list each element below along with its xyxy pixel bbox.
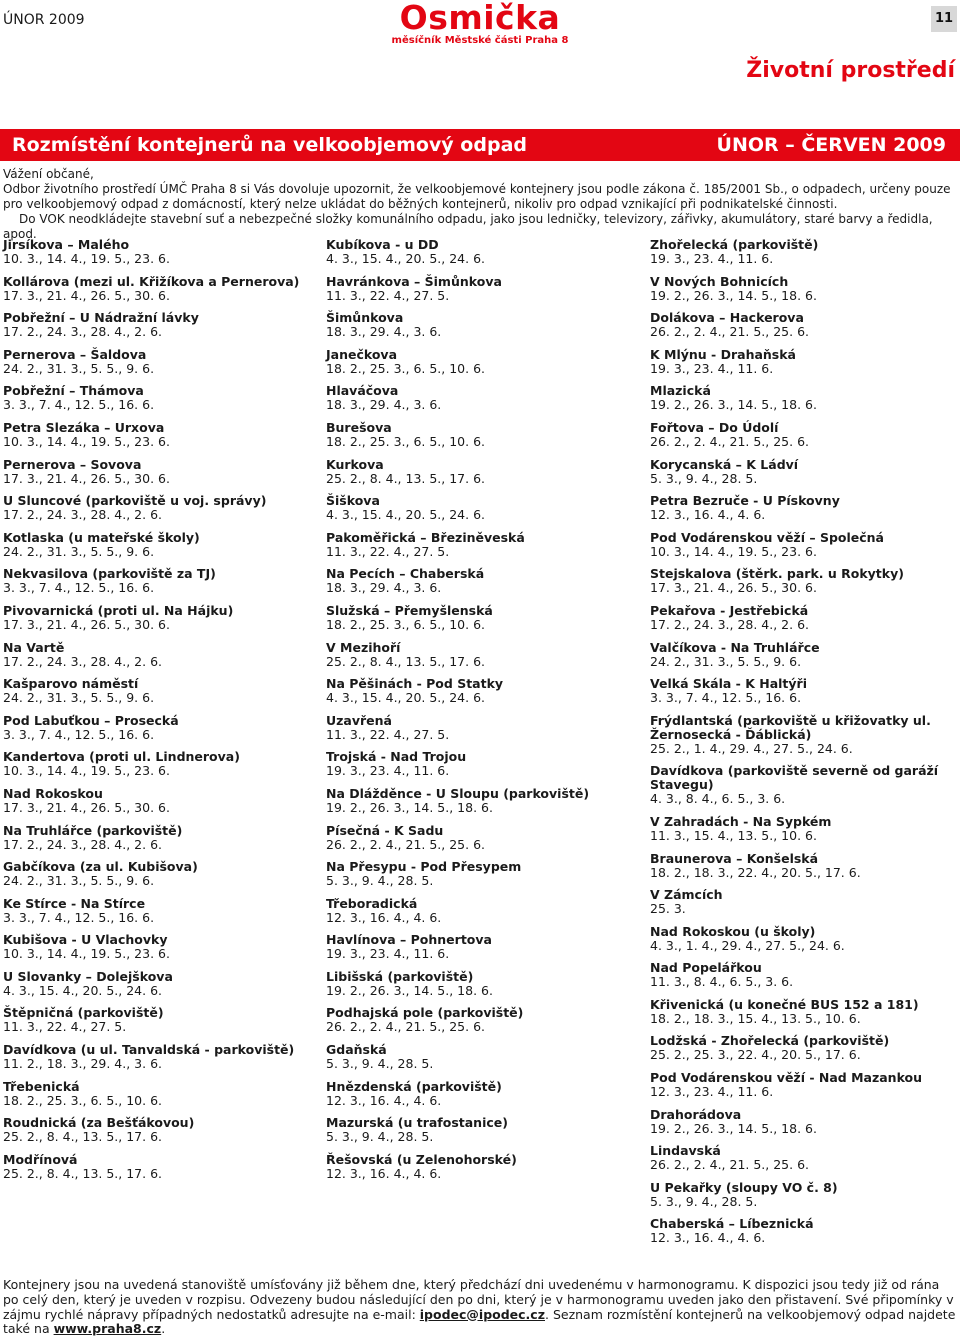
schedule-entry [326,1080,646,1108]
schedule-entry [326,970,646,998]
schedule-entry [3,458,323,486]
pickup-dates: 25. 2., 8. 4., 13. 5., 17. 6. [3,1129,163,1145]
pickup-dates: 18. 3., 29. 4., 3. 6. [326,397,442,413]
schedule-entry [3,641,323,669]
pickup-dates: 17. 2., 24. 3., 28. 4., 2. 6. [3,836,163,852]
pickup-dates: 5. 3., 9. 4., 28. 5. [326,1056,434,1072]
pickup-dates: 10. 3., 14. 4., 19. 5., 23. 6. [3,251,170,266]
schedule-entry [3,1080,323,1108]
location-name: Burešova [326,419,392,435]
location-name: Šimůnkova [326,310,404,326]
location-name: Uzavřená [326,712,392,728]
pickup-dates: 4. 3., 1. 4., 29. 4., 27. 5., 24. 6. [650,937,845,953]
pickup-dates: 25. 2., 1. 4., 29. 4., 27. 5., 24. 6. [650,740,853,756]
location-name: Trojská - Nad Trojou [326,749,467,765]
location-name: Křivenická (u konečné BUS 152 a 181) [650,996,919,1012]
location-name: Lodžská - Zhořelecká (parkoviště) [650,1033,890,1049]
location-name: Gdaňská [326,1042,387,1058]
location-name: Mlazická [650,383,711,399]
pickup-dates: 19. 2., 26. 3., 14. 5., 18. 6. [326,982,493,998]
location-name: Havránkova – Šimůnkova [326,273,502,289]
pickup-dates: 24. 2., 31. 3., 5. 5., 9. 6. [3,873,155,889]
location-name: Třebenická [3,1078,80,1094]
schedule-entry [650,1217,960,1245]
pickup-dates: 18. 2., 18. 3., 22. 4., 20. 5., 17. 6. [650,864,861,880]
schedule-entry [326,787,646,815]
pickup-dates: 19. 2., 26. 3., 14. 5., 18. 6. [326,799,493,815]
schedule-entry [326,750,646,778]
schedule-entry [650,852,960,880]
location-name: Šiškova [326,493,380,509]
location-name: Modřínová [3,1151,78,1167]
pickup-dates: 18. 2., 18. 3., 15. 4., 13. 5., 10. 6. [650,1010,861,1026]
location-name: Janečkova [326,346,398,362]
pickup-dates: 12. 3., 16. 4., 4. 6. [326,1092,442,1108]
location-name: Hlaváčova [326,383,399,399]
magazine-logo [0,0,960,46]
location-name: Korycanská – K Ládví [650,456,799,472]
schedule-entry [326,1006,646,1034]
schedule-entry [650,494,960,522]
schedule-entry [3,1006,323,1034]
schedule-entry [650,961,960,989]
location-name: Služská – Přemyšlenská [326,602,493,618]
location-name: Dolákova – Hackerova [650,310,804,326]
schedule-entry [326,567,646,595]
schedule-entry [650,888,960,916]
pickup-dates: 5. 3., 9. 4., 28. 5. [326,1129,434,1145]
pickup-dates: 17. 2., 24. 3., 28. 4., 2. 6. [650,616,810,632]
schedule-entry [3,531,323,559]
location-name: Davídkova (parkoviště severně od garáží Stavegu) [650,763,939,793]
schedule-entry [326,933,646,961]
intro-text [3,167,957,242]
intro-paragraph: Odbor životního prostředí ÚMČ Praha 8 si Vás dovoluje upozornit, že velkoobjemové kontejnery jsou podle zákona č. 185/2001 Sb., o odpadech, určeny pouze pro velkoobjemový odpad z domácností, který nelze ukládat do běžných kontejnerů, nikoliv pro odpad vznikající při podnikatelské činnosti. [3,182,951,211]
pickup-dates: 3. 3., 7. 4., 12. 5., 16. 6. [650,690,802,706]
schedule-entry [3,421,323,449]
schedule-entry [650,348,960,376]
schedule-entry [326,311,646,339]
pickup-dates: 4. 3., 15. 4., 20. 5., 24. 6. [3,982,163,998]
location-name: Frýdlantská (parkoviště u křižovatky ul. Žernosecká - Ďáblická) [650,712,931,742]
location-name: Pekařova - Jestřebická [650,602,809,618]
location-name: U Slovanky – Dolejškova [3,968,173,984]
location-name: Na Pěšinách - Pod Statky [326,676,504,692]
schedule-entry [650,311,960,339]
location-name: Hnězdenská (parkoviště) [326,1078,502,1094]
schedule-entry [326,384,646,412]
location-name: Drahorádova [650,1106,742,1122]
pickup-dates: 24. 2., 31. 3., 5. 5., 9. 6. [650,653,802,669]
pickup-dates: 4. 3., 15. 4., 20. 5., 24. 6. [326,251,486,266]
pickup-dates: 24. 2., 31. 3., 5. 5., 9. 6. [3,360,155,376]
section-title: Životní prostředí [746,58,955,83]
page-number: 11 [931,6,957,32]
location-name: Na Dlážděnce - U Sloupu (parkoviště) [326,785,590,801]
schedule-entry [650,458,960,486]
banner-title: Rozmístění kontejnerů na velkoobjemový odpad [12,134,527,156]
location-name: Písečná - K Sadu [326,822,444,838]
schedule-entry [650,714,960,756]
pickup-dates: 18. 2., 25. 3., 6. 5., 10. 6. [326,433,486,449]
pickup-dates: 25. 2., 25. 3., 22. 4., 20. 5., 17. 6. [650,1047,861,1063]
location-name: Podhajská pole (parkoviště) [326,1005,524,1021]
pickup-dates: 17. 3., 21. 4., 26. 5., 30. 6. [3,616,170,632]
schedule-column-1 [3,238,323,1189]
pickup-dates: 11. 3., 15. 4., 13. 5., 10. 6. [650,827,817,843]
pickup-dates: 5. 3., 9. 4., 28. 5. [650,1193,758,1209]
location-name: Davídkova (u ul. Tanvaldská - parkoviště) [3,1042,295,1058]
schedule-entry [326,238,646,266]
location-name: Gabčíkova (za ul. Kubišova) [3,859,198,875]
schedule-entry [326,1153,646,1181]
pickup-dates: 18. 2., 25. 3., 6. 5., 10. 6. [3,1092,163,1108]
location-name: Kotlaska (u mateřské školy) [3,529,200,545]
schedule-entry [326,1043,646,1071]
logo-title: Osmička [399,0,561,37]
schedule-entry [650,641,960,669]
location-name: V Nových Bohnicích [650,273,789,289]
banner [0,129,960,161]
location-name: Nekvasilova (parkoviště za TJ) [3,566,216,582]
schedule-entry [650,421,960,449]
schedule-entry [3,714,323,742]
pickup-dates: 17. 3., 21. 4., 26. 5., 30. 6. [3,470,170,486]
location-name: Pivovarnická (proti ul. Na Hájku) [3,602,234,618]
location-name: Chaberská – Líbeznická [650,1216,814,1232]
location-name: Nad Popelářkou [650,960,762,976]
schedule-entry [326,897,646,925]
pickup-dates: 24. 2., 31. 3., 5. 5., 9. 6. [3,543,155,559]
footer-text: Kontejnery jsou na uvedená stanoviště umísťovány již během dne, který předchází dni uvedenému v harmonogramu. K dispozici jsou tedy již od rána po celý den, který je uveden v rozpisu. Odvezeny budou následující den po dni, který je v harmonogramu uveden jako den přistavení. Své připomínky v zájmu rychlé nápravy případných nedostatků adresujte na e-mail: [3,1277,954,1322]
schedule-entry [3,311,323,339]
location-name: Ke Stírce - Na Stírce [3,895,146,911]
location-name: Pernerova – Sovova [3,456,142,472]
header-date: ÚNOR 2009 [3,12,85,28]
location-name: U Pekařky (sloupy VO č. 8) [650,1179,838,1195]
schedule-entry [650,1108,960,1136]
location-name: Lindavská [650,1143,721,1159]
schedule-entry [326,677,646,705]
location-name: Pobřežní – U Nádražní lávky [3,310,199,326]
location-name: Pod Vodárenskou věží - Nad Mazankou [650,1070,923,1086]
schedule-entry [650,815,960,843]
schedule-entry [3,897,323,925]
location-name: Kandertova (proti ul. Lindnerova) [3,749,240,765]
location-name: Na Truhlářce (parkoviště) [3,822,183,838]
pickup-dates: 4. 3., 8. 4., 6. 5., 3. 6. [650,791,786,807]
schedule-entry [3,750,323,778]
pickup-dates: 5. 3., 9. 4., 28. 5. [326,873,434,889]
pickup-dates: 19. 3., 23. 4., 11. 6. [326,946,450,962]
location-name: Kašparovo náměstí [3,676,139,692]
schedule-column-2 [326,238,646,1189]
pickup-dates: 19. 2., 26. 3., 14. 5., 18. 6. [650,397,817,413]
pickup-dates: 19. 2., 26. 3., 14. 5., 18. 6. [650,1120,817,1136]
pickup-dates: 18. 2., 25. 3., 6. 5., 10. 6. [326,616,486,632]
location-name: Kubišova - U Vlachovky [3,932,168,948]
schedule-entry [326,1116,646,1144]
pickup-dates: 26. 2., 2. 4., 21. 5., 25. 6. [650,1157,810,1173]
location-name: Pod Labuťkou – Prosecká [3,712,179,728]
location-name: Na Pecích – Chaberská [326,566,485,582]
pickup-dates: 5. 3., 9. 4., 28. 5. [650,470,758,486]
schedule-entry [326,275,646,303]
schedule-entry [3,238,323,266]
pickup-dates: 11. 3., 8. 4., 6. 5., 3. 6. [650,974,794,990]
pickup-dates: 12. 3., 16. 4., 4. 6. [326,909,442,925]
footer-text: . [161,1321,166,1337]
location-name: V Zahradách - Na Sypkém [650,813,832,829]
location-name: Petra Bezruče - U Pískovny [650,493,840,509]
schedule-entry [326,641,646,669]
logo-subtitle: měsíčník Městské části Praha 8 [391,35,569,46]
pickup-dates: 24. 2., 31. 3., 5. 5., 9. 6. [3,690,155,706]
location-name: Pakoměřická – Březiněveská [326,529,525,545]
pickup-dates: 17. 3., 21. 4., 26. 5., 30. 6. [650,580,817,596]
schedule-entry [326,604,646,632]
location-name: Velká Skála - K Haltýři [650,676,808,692]
pickup-dates: 3. 3., 7. 4., 12. 5., 16. 6. [3,726,155,742]
intro-paragraph: Do VOK neodkládejte stavební suť a nebezpečné složky komunálního odpadu, jako jsou ledničky, televizory, zářivky, akumulátory, staré barvy a ředidla, apod. [3,212,933,241]
location-name: Pod Vodárenskou věží – Společná [650,529,884,545]
location-name: Petra Slezáka – Urxova [3,419,165,435]
schedule-entry [3,275,323,303]
schedule-entry [326,458,646,486]
location-name: Nad Rokoskou [3,785,103,801]
location-name: Řešovská (u Zelenohorské) [326,1151,517,1167]
location-name: Stejskalova (štěrk. park. u Rokytky) [650,566,904,582]
location-name: Valčíkova - Na Truhlářce [650,639,820,655]
schedule-entry [326,714,646,742]
footer-text: . Seznam rozmístění kontejnerů na velkoobjemový odpad najdete také na [3,1306,956,1337]
pickup-dates: 19. 2., 26. 3., 14. 5., 18. 6. [650,287,817,303]
schedule-entry [650,567,960,595]
schedule-entry [650,275,960,303]
location-name: Kollárova (mezi ul. Křižíkova a Pernerova) [3,273,300,289]
schedule-entry [326,824,646,852]
location-name: Jirsíkova – Malého [3,237,130,252]
schedule-entry [326,421,646,449]
pickup-dates: 12. 3., 16. 4., 4. 6. [650,1230,766,1246]
schedule-entry [326,860,646,888]
schedule-entry [3,494,323,522]
schedule-entry [3,348,323,376]
pickup-dates: 26. 2., 2. 4., 21. 5., 25. 6. [650,433,810,449]
location-name: Pobřežní – Thámova [3,383,144,399]
schedule-entry [3,824,323,852]
pickup-dates: 19. 3., 23. 4., 11. 6. [326,763,450,779]
location-name: V Zámcích [650,887,723,903]
pickup-dates: 4. 3., 15. 4., 20. 5., 24. 6. [326,507,486,523]
schedule-entry [326,348,646,376]
schedule-entry [3,787,323,815]
schedule-entry [3,1043,323,1071]
pickup-dates: 19. 3., 23. 4., 11. 6. [650,360,774,376]
pickup-dates: 3. 3., 7. 4., 12. 5., 16. 6. [3,909,155,925]
email-link[interactable]: ipodec@ipodec.cz [419,1306,545,1322]
location-name: Kubíkova - u DD [326,237,439,252]
pickup-dates: 10. 3., 14. 4., 19. 5., 23. 6. [3,946,170,962]
pickup-dates: 11. 3., 22. 4., 27. 5. [3,1019,127,1035]
pickup-dates: 18. 2., 25. 3., 6. 5., 10. 6. [326,360,486,376]
schedule-entry [3,860,323,888]
schedule-entry [326,531,646,559]
schedule-entry [3,384,323,412]
schedule-entry [326,494,646,522]
schedule-column-3 [650,238,960,1254]
pickup-dates: 3. 3., 7. 4., 12. 5., 16. 6. [3,580,155,596]
pickup-dates: 18. 3., 29. 4., 3. 6. [326,580,442,596]
location-name: Fořtova – Do Údolí [650,419,779,435]
pickup-dates: 11. 3., 22. 4., 27. 5. [326,543,450,559]
schedule-entry [650,764,960,806]
pickup-dates: 26. 2., 2. 4., 21. 5., 25. 6. [326,1019,486,1035]
schedule-entry [3,567,323,595]
pickup-dates: 25. 3. [650,901,686,917]
schedule-entry [650,531,960,559]
pickup-dates: 25. 2., 8. 4., 13. 5., 17. 6. [3,1165,163,1181]
location-name: Štěpničná (parkoviště) [3,1005,164,1021]
schedule-entry [3,677,323,705]
pickup-dates: 26. 2., 2. 4., 21. 5., 25. 6. [650,324,810,340]
intro-greeting: Vážení občané, [3,167,94,181]
pickup-dates: 10. 3., 14. 4., 19. 5., 23. 6. [3,433,170,449]
location-name: Havlínova – Pohnertova [326,932,492,948]
pickup-dates: 17. 3., 21. 4., 26. 5., 30. 6. [3,799,170,815]
pickup-dates: 12. 3., 16. 4., 4. 6. [326,1165,442,1181]
schedule-entry [650,1181,960,1209]
location-name: Mazurská (u trafostanice) [326,1115,508,1131]
location-name: Třeboradická [326,895,418,911]
schedule-entry [3,933,323,961]
banner-period: ÚNOR – ČERVEN 2009 [716,134,946,156]
website-link[interactable]: www.praha8.cz [53,1321,162,1337]
location-name: Nad Rokoskou (u školy) [650,923,816,939]
pickup-dates: 17. 3., 21. 4., 26. 5., 30. 6. [3,287,170,303]
schedule-entry [3,1153,323,1181]
pickup-dates: 17. 2., 24. 3., 28. 4., 2. 6. [3,324,163,340]
location-name: Roudnická (za Bešťákovou) [3,1115,195,1131]
schedule-entry [650,238,960,266]
pickup-dates: 11. 2., 18. 3., 29. 4., 3. 6. [3,1056,163,1072]
location-name: Zhořelecká (parkoviště) [650,237,819,252]
pickup-dates: 10. 3., 14. 4., 19. 5., 23. 6. [3,763,170,779]
schedule-entry [3,970,323,998]
pickup-dates: 19. 3., 23. 4., 11. 6. [650,251,774,266]
schedule-entry [650,1071,960,1099]
pickup-dates: 25. 2., 8. 4., 13. 5., 17. 6. [326,470,486,486]
pickup-dates: 18. 3., 29. 4., 3. 6. [326,324,442,340]
schedule-entry [650,998,960,1026]
pickup-dates: 11. 3., 22. 4., 27. 5. [326,726,450,742]
pickup-dates: 11. 3., 22. 4., 27. 5. [326,287,450,303]
schedule-entry [650,1034,960,1062]
pickup-dates: 25. 2., 8. 4., 13. 5., 17. 6. [326,653,486,669]
location-name: Na Vartě [3,639,65,655]
location-name: Braunerova – Konšelská [650,850,819,866]
schedule-entry [3,604,323,632]
pickup-dates: 17. 2., 24. 3., 28. 4., 2. 6. [3,507,163,523]
location-name: Kurkova [326,456,384,472]
schedule-entry [650,925,960,953]
location-name: V Mezihoří [326,639,401,655]
location-name: Libišská (parkoviště) [326,968,474,984]
schedule-entry [650,677,960,705]
schedule-entry [650,384,960,412]
schedule-entry [3,1116,323,1144]
location-name: U Sluncové (parkoviště u voj. správy) [3,493,267,509]
pickup-dates: 4. 3., 15. 4., 20. 5., 24. 6. [326,690,486,706]
footer-note [3,1278,957,1337]
pickup-dates: 26. 2., 2. 4., 21. 5., 25. 6. [326,836,486,852]
pickup-dates: 10. 3., 14. 4., 19. 5., 23. 6. [650,543,817,559]
pickup-dates: 17. 2., 24. 3., 28. 4., 2. 6. [3,653,163,669]
schedule-entry [650,1144,960,1172]
location-name: K Mlýnu - Drahaňská [650,346,796,362]
pickup-dates: 12. 3., 16. 4., 4. 6. [650,507,766,523]
pickup-dates: 3. 3., 7. 4., 12. 5., 16. 6. [3,397,155,413]
location-name: Na Přesypu - Pod Přesypem [326,859,522,875]
pickup-dates: 12. 3., 23. 4., 11. 6. [650,1084,774,1100]
location-name: Pernerova – Šaldova [3,346,147,362]
schedule-entry [650,604,960,632]
